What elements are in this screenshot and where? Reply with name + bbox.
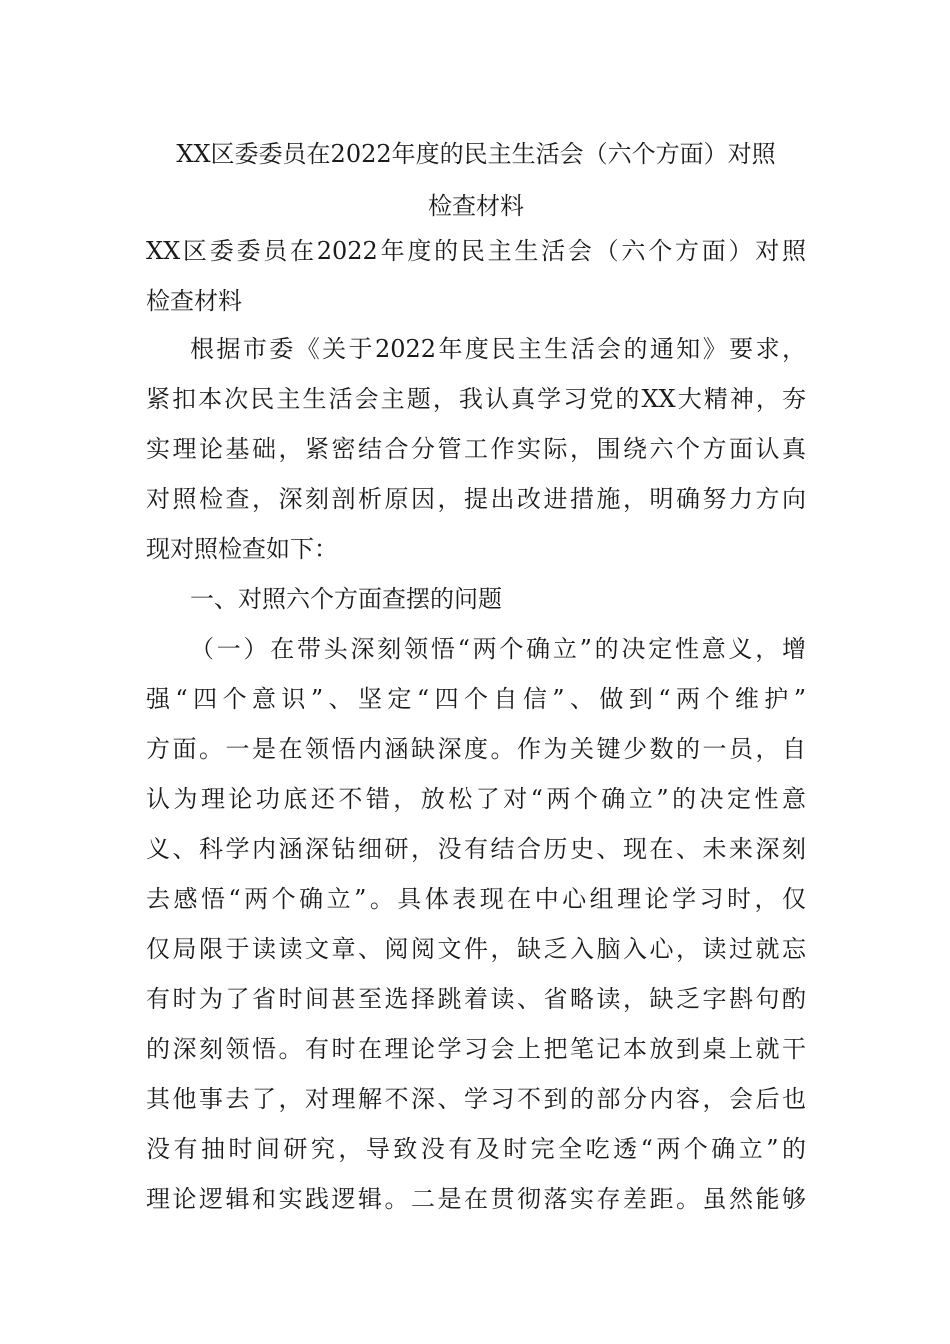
paragraph-line-11: 没有抽时间研究，导致没有及时完全吃透“两个确立”的 bbox=[146, 1135, 806, 1163]
paragraph-line-8: 有时为了省时间甚至选择跳着读、省略读，缺乏字斟句酌 bbox=[146, 985, 806, 1013]
intro-line-2: 紧扣本次民主生活会主题，我认真学习党的XX大精神，夯 bbox=[146, 385, 806, 413]
intro-line-3: 实理论基础，紧密结合分管工作实际，围绕六个方面认真 bbox=[146, 435, 806, 463]
paragraph-line-3: 方面。一是在领悟内涵缺深度。作为关键少数的一员，自 bbox=[146, 735, 806, 763]
paragraph-line-7: 仅局限于读读文章、阅阅文件，缺乏入脑入心，读过就忘 bbox=[146, 935, 806, 963]
title-line-1: XX区委委员在2022年度的民主生活会（六个方面）对照 bbox=[176, 140, 776, 168]
intro-line-5: 现对照检查如下： bbox=[146, 535, 338, 563]
document-body bbox=[146, 324, 806, 1224]
section-one-heading: 一、对照六个方面查摆的问题 bbox=[190, 585, 502, 613]
document-heading bbox=[146, 226, 806, 326]
paragraph-line-2: 强“四个意识”、坚定“四个自信”、做到“两个维护” bbox=[146, 685, 806, 713]
paragraph-line-4: 认为理论功底还不错，放松了对“两个确立”的决定性意 bbox=[146, 785, 806, 813]
intro-line-4: 对照检查，深刻剖析原因，提出改进措施，明确努力方向 bbox=[146, 485, 806, 513]
title-line-2: 检查材料 bbox=[428, 192, 524, 220]
paragraph-line-12: 理论逻辑和实践逻辑。二是在贯彻落实存差距。虽然能够 bbox=[146, 1185, 806, 1213]
paragraph-line-1: （一）在带头深刻领悟“两个确立”的决定性意义，增 bbox=[190, 635, 806, 663]
heading-line-1: XX区委委员在2022年度的民主生活会（六个方面）对照 bbox=[146, 237, 806, 265]
paragraph-line-5: 义、科学内涵深钻细研，没有结合历史、现在、未来深刻 bbox=[146, 835, 806, 863]
document-title bbox=[146, 128, 806, 232]
paragraph-line-6: 去感悟“两个确立”。具体表现在中心组理论学习时，仅 bbox=[146, 885, 806, 913]
paragraph-line-9: 的深刻领悟。有时在理论学习会上把笔记本放到桌上就干 bbox=[146, 1035, 806, 1063]
intro-line-1: 根据市委《关于2022年度民主生活会的通知》要求， bbox=[190, 335, 806, 363]
heading-line-2: 检查材料 bbox=[146, 287, 242, 315]
paragraph-line-10: 其他事去了，对理解不深、学习不到的部分内容，会后也 bbox=[146, 1085, 806, 1113]
